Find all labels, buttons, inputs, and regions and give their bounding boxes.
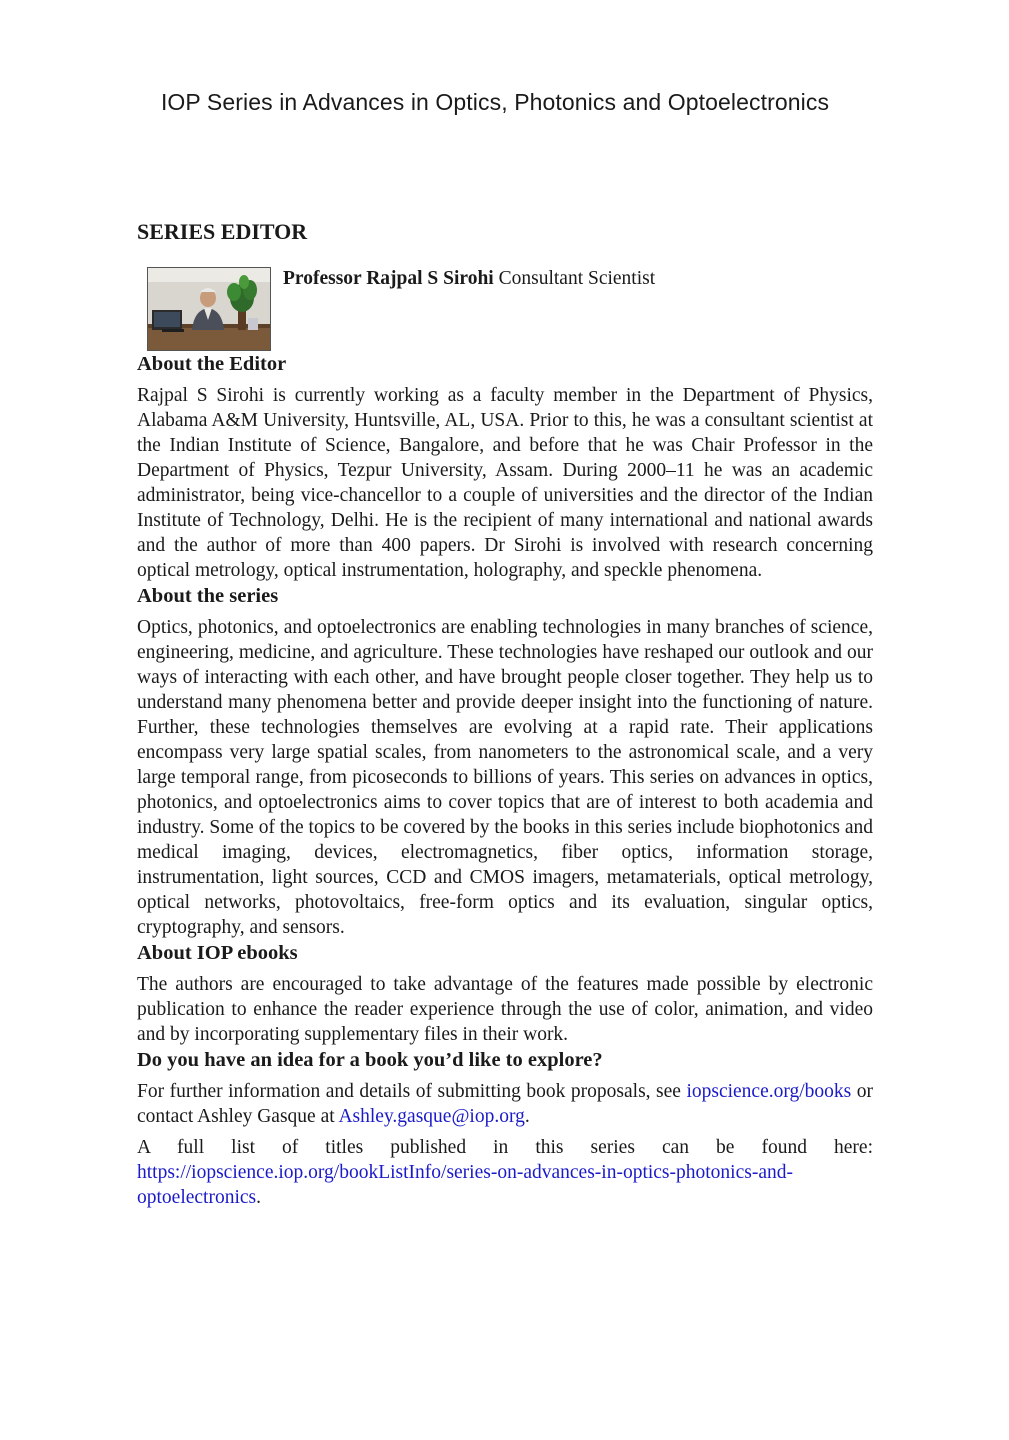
idea-text-before: For further information and details of submitting book proposals, see bbox=[137, 1081, 687, 1102]
about-ebooks-text: The authors are encouraged to take advantage of the features made possible by electronic publication to enhance the reader experience through the use of color, animation, and video and by incorporating supplementary files in their work. bbox=[137, 974, 873, 1045]
email-link[interactable]: Ashley.gasque@iop.org bbox=[338, 1106, 525, 1127]
idea-heading: Do you have an idea for a book you’d like to explore? bbox=[137, 1049, 603, 1071]
about-series-heading: About the series bbox=[137, 585, 279, 607]
series-editor-heading: SERIES EDITOR bbox=[137, 219, 308, 244]
page-content bbox=[137, 218, 873, 1210]
about-ebooks-heading: About IOP ebooks bbox=[137, 942, 298, 964]
idea-text bbox=[137, 1079, 873, 1129]
iopscience-books-link[interactable]: iopscience.org/books bbox=[686, 1081, 852, 1102]
series-editor-block bbox=[147, 267, 873, 351]
idea-text-middle: or contact Ashley Gasque at bbox=[137, 1081, 874, 1127]
full-list-text-before: A full list of titles published in this series can be found here: bbox=[137, 1137, 873, 1158]
full-list-text-after: . bbox=[256, 1187, 261, 1208]
about-editor-heading: About the Editor bbox=[137, 353, 287, 375]
series-title: IOP Series in Advances in Optics, Photonics and Optoelectronics bbox=[160, 89, 830, 115]
full-list-text bbox=[137, 1135, 873, 1210]
idea-text-after: . bbox=[524, 1106, 530, 1127]
editor-name: Professor Rajpal S Sirohi bbox=[283, 268, 494, 289]
editor-role: Consultant Scientist bbox=[498, 268, 656, 289]
editor-name-line bbox=[283, 267, 655, 291]
about-editor-text: Rajpal S Sirohi is currently working as a faculty member in the Department of Physics, Alabama A&M University, Huntsville, AL, USA. Prior to this, he was a consultant scientist at the Indian Institute of Science, Bangalore, and before that he was Chair Professor in the Department of Physics, Tezpur University, Assam. During 2000–11 he was an academic administrator, being vice-chancellor to a couple of universities and the director of the Indian Institute of Technology, Delhi. He is the recipient of many international and national awards and the author of more than 400 papers. Dr Sirohi is involved with research concerning optical metrology, optical instrumentation, holography, and speckle phenomena. bbox=[137, 385, 873, 581]
editor-photo bbox=[147, 267, 271, 351]
series-list-link[interactable]: https://iopscience.iop.org/bookListInfo/series-on-advances-in-optics-photonics-and-optoelectronics bbox=[137, 1162, 793, 1208]
about-series-text: Optics, photonics, and optoelectronics are enabling technologies in many branches of science, engineering, medicine, and agriculture. These technologies have reshaped our outlook and our ways of interacting with each other, and have brought people closer together. They help us to understand many phenomena better and provide deeper insight into the functioning of nature. Further, these technologies themselves are evolving at a rapid rate. Their applications encompass very large spatial scales, from nanometers to the astronomical scale, and a very large temporal range, from picoseconds to billions of years. This series on advances in optics, photonics, and optoelectronics aims to cover topics that are of interest to both academia and industry. Some of the topics to be covered by the books in this series include biophotonics and medical imaging, devices, electromagnetics, fiber optics, information storage, instrumentation, light sources, CCD and CMOS imagers, metamaterials, optical metrology, optical networks, photovoltaics, free-form optics and its evaluation, singular optics, cryptography, and sensors. bbox=[137, 617, 873, 938]
